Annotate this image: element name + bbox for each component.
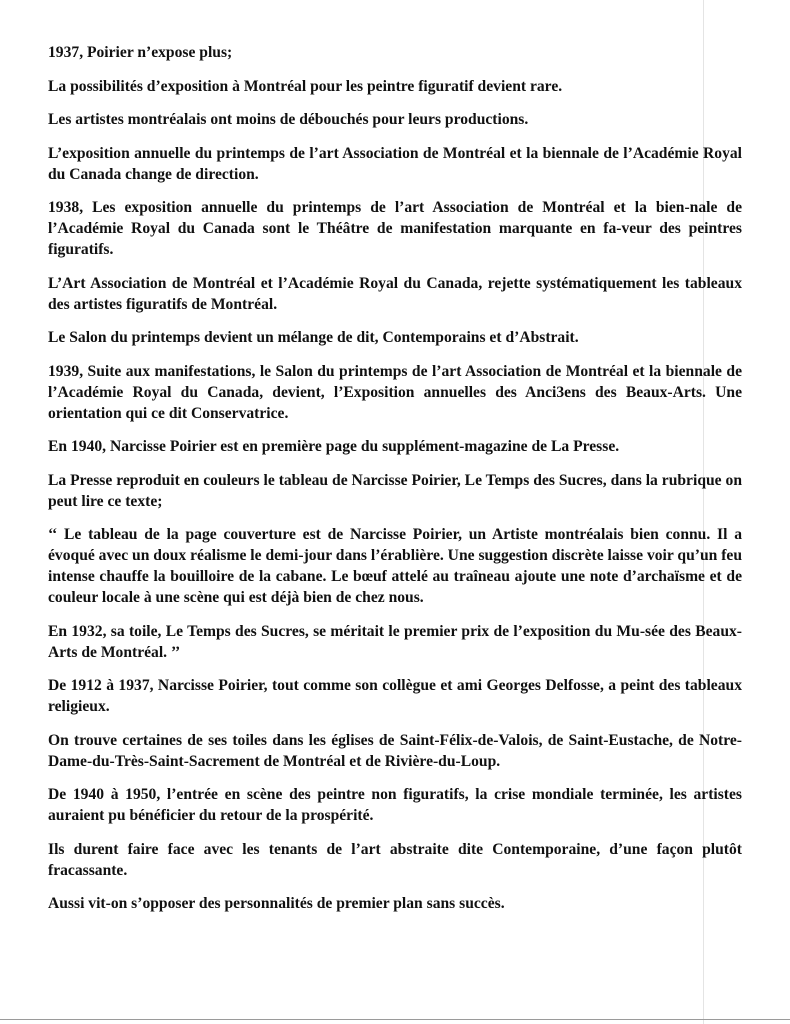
paragraph: L’Art Association de Montréal et l’Académie Royal du Canada, rejette systématiquement les tableaux des artistes figuratifs de Montréal. xyxy=(48,274,742,313)
paragraph: La Presse reproduit en couleurs le tableau de Narcisse Poirier, Le Temps des Sucres, dans la rubrique on peut lire ce texte; xyxy=(48,471,742,510)
paragraph: 1938, Les exposition annuelle du printemps de l’art Association de Montréal et la bien-nale de l’Académie Royal du Canada sont le Théâtre de manifestation marquante en fa-veur des peintres figuratifs. xyxy=(48,199,742,258)
paragraph: Le Salon du printemps devient un mélange de dit, Contemporains et d’Abstrait. xyxy=(48,329,579,346)
document-page xyxy=(48,42,742,927)
paragraph: La possibilités d’exposition à Montréal pour les peintre figuratif devient rare. xyxy=(48,77,563,95)
paragraph: Ils durent faire face avec les tenants de l’art abstraite dite Contemporaine, d’une façon plutôt fracassante. xyxy=(48,840,742,879)
paragraph-1937-heading: 1937, Poirier n’expose plus; xyxy=(48,44,233,61)
scan-artifact-bottom-edge xyxy=(0,1019,790,1020)
paragraph: En 1940, Narcisse Poirier est en première page du supplément-magazine de La Presse. xyxy=(48,438,620,455)
paragraph: De 1940 à 1950, l’entrée en scène des peintre non figuratifs, la crise mondiale terminée, les artistes auraient pu bénéficier du retour de la prospérité. xyxy=(48,786,742,824)
paragraph: 1939, Suite aux manifestations, le Salon du printemps de l’art Association de Montréal et la biennale de l’Académie Royal du Canada, devient, l’Exposition annuelles des Anci3ens des Beaux-Arts. Une orientation qui ce dit Conservatrice. xyxy=(48,362,742,422)
paragraph: De 1912 à 1937, Narcisse Poirier, tout comme son collègue et ami Georges Delfosse, a peint des tableaux religieux. xyxy=(48,677,742,715)
paragraph: Les artistes montréalais ont moins de débouchés pour leurs productions. xyxy=(48,111,529,128)
paragraph-quotation: ‘‘ Le tableau de la page couverture est de Narcisse Poirier, un Artiste montréalais bien connu. Il a évoqué avec un doux réalisme le demi-jour dans l’érablière. Une suggestion discrète laisse voir qu’un feu intense chauffe la bouilloire de la cabane. Le bœuf attelé au traîneau ajoute une note d’archaïsme et de couleur locale à une scène qui est déjà bien de chez nous. xyxy=(48,526,742,606)
paragraph: On trouve certaines de ses toiles dans les églises de Saint-Félix-de-Valois, de Saint-Eustache, de Notre-Dame-du-Très-Saint-Sacrement de Montréal et de Rivière-du-Loup. xyxy=(48,731,742,770)
paragraph: Aussi vit-on s’opposer des personnalités de premier plan sans succès. xyxy=(48,895,505,912)
paragraph: L’exposition annuelle du printemps de l’art Association de Montréal et la biennale de l’Académie Royal du Canada change de direction. xyxy=(48,144,742,183)
paragraph: En 1932, sa toile, Le Temps des Sucres, se méritait le premier prix de l’exposition du Mu-sée des Beaux-Arts de Montréal. ’’ xyxy=(48,622,742,661)
